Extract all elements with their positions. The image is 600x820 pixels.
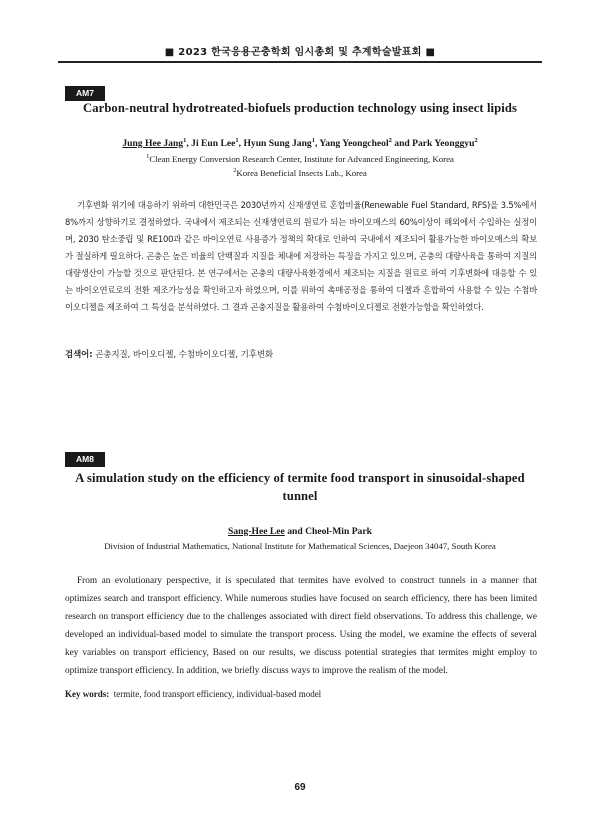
abstract-text: From an evolutionary perspective, it is speculated that termites have evolved to construct tunnels in a manner that optimizes search and transport efficiency. While numerous studies have focused on search efficiency, there has been limited research on transport efficiency due to the challenges associated with direct field observations. To address this challenge, we developed an individual-based model to simulate the transport process. Using the model, we examine the effects of several key variables on transport efficiency, Based on our results, we discuss potential strategies that termites might employ to optimize transport efficiency. In addition, we briefly discuss ways to improve the realism of the model. bbox=[65, 576, 537, 676]
page-number: 69 bbox=[294, 782, 306, 793]
author-list: Sang-Hee Lee and Cheol-Min Park bbox=[228, 526, 372, 537]
proceedings-header: ■ 2023 한국응용곤충학회 임시총회 및 추계학술발표회 ■ bbox=[164, 47, 436, 58]
paper-title: Carbon-neutral hydrotreated-biofuels production technology using insect lipids bbox=[83, 101, 517, 115]
affiliation-list bbox=[62, 540, 538, 552]
author: Park Yeonggyu bbox=[412, 138, 475, 150]
keywords bbox=[65, 348, 537, 360]
abstract-code-badge: AM8 bbox=[65, 452, 105, 467]
keywords-value: termite, food transport efficiency, individual-based model bbox=[113, 689, 322, 699]
author-affiliation-mark: 2 bbox=[474, 137, 478, 144]
author-affiliation-mark: 1 bbox=[235, 137, 239, 144]
keywords-label: Key words: bbox=[65, 689, 110, 699]
author: Yang Yeongcheol bbox=[319, 138, 389, 150]
keywords bbox=[65, 689, 537, 699]
affiliation: $^2$Korea Beneficial Insects Lab., Korea bbox=[233, 166, 367, 178]
author-affiliation-mark: 1 bbox=[311, 137, 315, 144]
affiliation: $^1$Clean Energy Conversion Research Center, Institute for Advanced Engineering, Korea bbox=[146, 153, 454, 164]
abstract-code-badge: AM7 bbox=[65, 86, 105, 101]
paper-title: A simulation study on the efficiency of termite food transport in sinusoidal-shaped tunnel bbox=[75, 471, 525, 503]
abstract-text: 기후변화 위기에 대응하기 위하여 대한민국은 2030년까지 신재생연료 혼합비율(Renewable Fuel Standard, RFS)을 3.5%에서 8%까지 상향하기로 결정하였다. 국내에서 제조되는 신재생연료의 원료가 되는 바이오매스의 60%이상이 해외에서 수입하는 실정이며, 2030 탄소중립 및 RE100과 같은 바이오연료 사용증가 정책의 확대로 인하여 국내에서 제조되어 활용가능한 바이오매스의 확보가 절실하게 필요하다. 곤충은 높은 비율의 단백질과 지질을 체내에 저장하는 특징을 가지고 있으며, 곤충의 대량사육을 통하여 지질의 대량생산이 가능할 것으로 판단된다. 본 연구에서는 곤충의 대량사육환경에서 제조되는 지질을 원료로 하여 기후변화에 대응할 수 있는 바이오연료로의 전환 제조가능성을 확인하고자 하였으며, 이를 위하여 촉매공정을 통하여 디젤과 혼합하여 사용할 수 있는 수첨바이오디젤을 제조하여 그 특성을 분석하였다. 그 결과 곤충지질을 활용하여 수첨바이오디젤로 전환가능함을 확인하였다. bbox=[65, 200, 537, 312]
presenting-author: Jung Hee Jang bbox=[122, 138, 184, 150]
author-affiliation-mark: 1 bbox=[183, 137, 187, 144]
author: Cheol-Min Park bbox=[305, 526, 372, 537]
keywords-value: 곤충지질, 바이오디젤, 수첨바이오디젤, 기후변화 bbox=[95, 349, 274, 359]
presenting-author: Sang-Hee Lee bbox=[228, 526, 285, 537]
author-affiliation-mark: 2 bbox=[388, 137, 392, 144]
author-list: Jung Hee Jang$^1$, Ji Eun Lee$^1$, Hyun Sung Jang$^1$, Yang Yeongcheol$^2$ and Park Yeonggyu$^2$ bbox=[122, 137, 478, 150]
header-rule bbox=[58, 61, 542, 63]
affiliation-list bbox=[62, 151, 538, 179]
author: Ji Eun Lee bbox=[191, 138, 236, 150]
keywords-label: 검색어: bbox=[65, 349, 93, 359]
author: Hyun Sung Jang bbox=[243, 138, 312, 150]
affiliation: Division of Industrial Mathematics, National Institute for Mathematical Sciences, Daejeon 34047, South Korea bbox=[104, 541, 496, 551]
